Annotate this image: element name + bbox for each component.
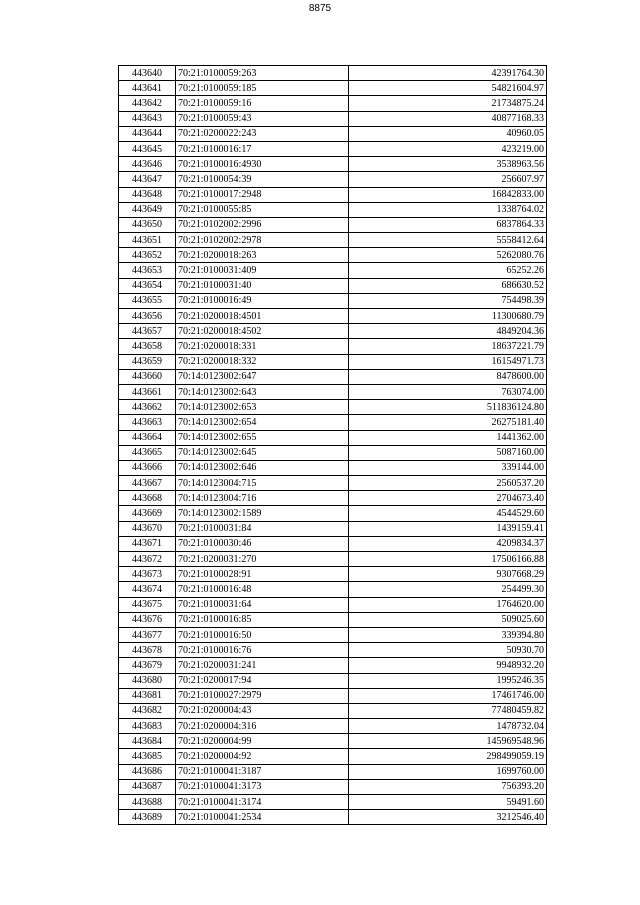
row-number: 443673 <box>119 567 176 582</box>
table-row <box>119 369 547 384</box>
cadastral-value: 8478600.00 <box>349 369 547 384</box>
cadastral-value: 339394.80 <box>349 627 547 642</box>
cadastral-value: 4544529.60 <box>349 506 547 521</box>
table-row <box>119 400 547 415</box>
row-number: 443657 <box>119 324 176 339</box>
table-row <box>119 734 547 749</box>
table-row <box>119 384 547 399</box>
cadastral-number: 70:21:0200018:331 <box>176 339 349 354</box>
cadastral-value: 9307668.29 <box>349 567 547 582</box>
table-row <box>119 719 547 734</box>
row-number: 443677 <box>119 627 176 642</box>
cadastral-value: 40960.05 <box>349 126 547 141</box>
table-row <box>119 749 547 764</box>
cadastral-value: 145969548.96 <box>349 734 547 749</box>
table-row <box>119 339 547 354</box>
cadastral-value: 1699760.00 <box>349 764 547 779</box>
cadastral-value: 40877168.33 <box>349 111 547 126</box>
cadastral-value: 1995246.35 <box>349 673 547 688</box>
row-number: 443676 <box>119 612 176 627</box>
cadastral-number: 70:21:0100016:50 <box>176 627 349 642</box>
cadastral-value: 21734875.24 <box>349 96 547 111</box>
cadastral-number: 70:14:0123002:643 <box>176 384 349 399</box>
table-row <box>119 779 547 794</box>
row-number: 443658 <box>119 339 176 354</box>
table-row <box>119 111 547 126</box>
cadastral-value: 1764620.00 <box>349 597 547 612</box>
table-row <box>119 536 547 551</box>
cadastral-number: 70:21:0100016:76 <box>176 643 349 658</box>
cadastral-number: 70:21:0200004:99 <box>176 734 349 749</box>
table-row <box>119 810 547 825</box>
cadastral-number: 70:14:0123002:1589 <box>176 506 349 521</box>
row-number: 443653 <box>119 263 176 278</box>
cadastral-number: 70:21:0100059:263 <box>176 66 349 81</box>
cadastral-value: 754498.39 <box>349 293 547 308</box>
row-number: 443683 <box>119 719 176 734</box>
cadastral-value: 6837864.33 <box>349 217 547 232</box>
cadastral-value: 339144.00 <box>349 460 547 475</box>
page-number: 8875 <box>308 3 332 14</box>
row-number: 443688 <box>119 795 176 810</box>
cadastral-number: 70:21:0200004:92 <box>176 749 349 764</box>
table-row <box>119 476 547 491</box>
cadastral-number: 70:21:0200018:4501 <box>176 309 349 324</box>
row-number: 443650 <box>119 217 176 232</box>
table-row <box>119 491 547 506</box>
row-number: 443666 <box>119 460 176 475</box>
cadastral-number: 70:14:0123002:653 <box>176 400 349 415</box>
cadastral-number: 70:21:0200031:241 <box>176 658 349 673</box>
row-number: 443654 <box>119 278 176 293</box>
cadastral-value: 11300680.79 <box>349 309 547 324</box>
cadastral-value: 50930.70 <box>349 643 547 658</box>
row-number: 443641 <box>119 81 176 96</box>
row-number: 443647 <box>119 172 176 187</box>
cadastral-value: 4209834.37 <box>349 536 547 551</box>
row-number: 443668 <box>119 491 176 506</box>
table-body <box>119 66 547 825</box>
cadastral-value: 2560537.20 <box>349 476 547 491</box>
cadastral-number: 70:21:0200018:332 <box>176 354 349 369</box>
cadastral-value: 3212546.40 <box>349 810 547 825</box>
row-number: 443664 <box>119 430 176 445</box>
cadastral-value: 756393.20 <box>349 779 547 794</box>
table-row <box>119 567 547 582</box>
cadastral-number: 70:21:0100016:85 <box>176 612 349 627</box>
table-row <box>119 795 547 810</box>
row-number: 443682 <box>119 703 176 718</box>
table-row <box>119 248 547 263</box>
table-row <box>119 309 547 324</box>
table-row <box>119 506 547 521</box>
cadastral-number: 70:21:0100016:49 <box>176 293 349 308</box>
cadastral-number: 70:14:0123004:716 <box>176 491 349 506</box>
cadastral-value: 423219.00 <box>349 141 547 156</box>
row-number: 443640 <box>119 66 176 81</box>
row-number: 443680 <box>119 673 176 688</box>
row-number: 443645 <box>119 141 176 156</box>
table-row <box>119 688 547 703</box>
cadastral-number: 70:21:0200031:270 <box>176 552 349 567</box>
cadastral-number: 70:14:0123002:655 <box>176 430 349 445</box>
row-number: 443648 <box>119 187 176 202</box>
row-number: 443649 <box>119 202 176 217</box>
cadastral-value: 1338764.02 <box>349 202 547 217</box>
cadastral-number: 70:21:0100059:185 <box>176 81 349 96</box>
cadastral-number: 70:21:0100016:17 <box>176 141 349 156</box>
cadastral-value: 686630.52 <box>349 278 547 293</box>
cadastral-value: 256607.97 <box>349 172 547 187</box>
cadastral-number: 70:21:0100028:91 <box>176 567 349 582</box>
table-row <box>119 66 547 81</box>
cadastral-number: 70:21:0100041:3174 <box>176 795 349 810</box>
cadastral-number: 70:14:0123002:647 <box>176 369 349 384</box>
table-row <box>119 278 547 293</box>
cadastral-value: 5558412.64 <box>349 233 547 248</box>
cadastral-number: 70:21:0100031:40 <box>176 278 349 293</box>
table-row <box>119 521 547 536</box>
row-number: 443665 <box>119 445 176 460</box>
cadastral-number: 70:21:0200004:43 <box>176 703 349 718</box>
row-number: 443659 <box>119 354 176 369</box>
table-row <box>119 354 547 369</box>
cadastral-number: 70:14:0123002:654 <box>176 415 349 430</box>
table-row <box>119 202 547 217</box>
table-row <box>119 187 547 202</box>
table-row <box>119 324 547 339</box>
cadastral-number: 70:21:0100041:3173 <box>176 779 349 794</box>
row-number: 443667 <box>119 476 176 491</box>
cadastral-value: 254499.30 <box>349 582 547 597</box>
table-row <box>119 233 547 248</box>
cadastral-value: 18637221.79 <box>349 339 547 354</box>
cadastral-value: 16842833.00 <box>349 187 547 202</box>
row-number: 443687 <box>119 779 176 794</box>
cadastral-value: 9948932.20 <box>349 658 547 673</box>
row-number: 443678 <box>119 643 176 658</box>
cadastral-number: 70:21:0100054:39 <box>176 172 349 187</box>
cadastral-value: 509025.60 <box>349 612 547 627</box>
cadastral-value: 54821604.97 <box>349 81 547 96</box>
cadastral-number: 70:14:0123004:715 <box>176 476 349 491</box>
cadastral-number: 70:21:0100027:2979 <box>176 688 349 703</box>
cadastral-value: 3538963.56 <box>349 157 547 172</box>
table-row <box>119 460 547 475</box>
cadastral-number: 70:14:0123002:646 <box>176 460 349 475</box>
cadastral-number: 70:21:0100016:48 <box>176 582 349 597</box>
table-row <box>119 445 547 460</box>
row-number: 443679 <box>119 658 176 673</box>
row-number: 443669 <box>119 506 176 521</box>
table-row <box>119 293 547 308</box>
cadastral-number: 70:21:0100059:16 <box>176 96 349 111</box>
cadastral-number: 70:21:0200004:316 <box>176 719 349 734</box>
cadastral-value: 17506166.88 <box>349 552 547 567</box>
row-number: 443646 <box>119 157 176 172</box>
cadastral-value: 2704673.40 <box>349 491 547 506</box>
row-number: 443689 <box>119 810 176 825</box>
cadastral-number: 70:21:0102002:2978 <box>176 233 349 248</box>
cadastral-value: 5262080.76 <box>349 248 547 263</box>
cadastral-value: 59491.60 <box>349 795 547 810</box>
cadastral-value: 4849204.36 <box>349 324 547 339</box>
cadastral-number: 70:14:0123002:645 <box>176 445 349 460</box>
cadastral-value: 511836124.80 <box>349 400 547 415</box>
cadastral-number: 70:21:0100031:64 <box>176 597 349 612</box>
cadastral-number: 70:21:0200018:263 <box>176 248 349 263</box>
row-number: 443675 <box>119 597 176 612</box>
row-number: 443662 <box>119 400 176 415</box>
table-row <box>119 582 547 597</box>
row-number: 443652 <box>119 248 176 263</box>
table-row <box>119 172 547 187</box>
cadastral-value: 763074.00 <box>349 384 547 399</box>
table-row <box>119 141 547 156</box>
table-row <box>119 430 547 445</box>
cadastral-number: 70:21:0100055:85 <box>176 202 349 217</box>
row-number: 443674 <box>119 582 176 597</box>
table-row <box>119 764 547 779</box>
cadastral-number: 70:21:0100031:409 <box>176 263 349 278</box>
row-number: 443660 <box>119 369 176 384</box>
table-row <box>119 126 547 141</box>
cadastral-value: 1478732.04 <box>349 719 547 734</box>
cadastral-value: 1439159.41 <box>349 521 547 536</box>
cadastral-number: 70:21:0200017:94 <box>176 673 349 688</box>
row-number: 443686 <box>119 764 176 779</box>
row-number: 443643 <box>119 111 176 126</box>
table-row <box>119 157 547 172</box>
cadastral-number: 70:21:0100041:2534 <box>176 810 349 825</box>
cadastral-value: 16154971.73 <box>349 354 547 369</box>
cadastral-value: 298499059.19 <box>349 749 547 764</box>
table-row <box>119 217 547 232</box>
table-row <box>119 627 547 642</box>
row-number: 443663 <box>119 415 176 430</box>
cadastral-value: 5087160.00 <box>349 445 547 460</box>
table-row <box>119 81 547 96</box>
cadastral-number: 70:21:0100041:3187 <box>176 764 349 779</box>
row-number: 443661 <box>119 384 176 399</box>
row-number: 443670 <box>119 521 176 536</box>
table-row <box>119 552 547 567</box>
table-row <box>119 612 547 627</box>
row-number: 443681 <box>119 688 176 703</box>
table-row <box>119 673 547 688</box>
row-number: 443655 <box>119 293 176 308</box>
row-number: 443642 <box>119 96 176 111</box>
row-number: 443651 <box>119 233 176 248</box>
cadastral-number: 70:21:0200018:4502 <box>176 324 349 339</box>
row-number: 443672 <box>119 552 176 567</box>
row-number: 443644 <box>119 126 176 141</box>
cadastral-value: 26275181.40 <box>349 415 547 430</box>
table-row <box>119 658 547 673</box>
cadastral-number: 70:21:0100030:46 <box>176 536 349 551</box>
row-number: 443685 <box>119 749 176 764</box>
cadastral-number: 70:21:0100016:4930 <box>176 157 349 172</box>
table-row <box>119 415 547 430</box>
row-number: 443656 <box>119 309 176 324</box>
cadastral-value: 65252.26 <box>349 263 547 278</box>
table-row <box>119 643 547 658</box>
cadastral-value-table <box>118 65 547 825</box>
cadastral-value: 17461746.00 <box>349 688 547 703</box>
cadastral-value: 77480459.82 <box>349 703 547 718</box>
cadastral-number: 70:21:0100059:43 <box>176 111 349 126</box>
cadastral-value: 1441362.00 <box>349 430 547 445</box>
row-number: 443684 <box>119 734 176 749</box>
cadastral-number: 70:21:0100017:2948 <box>176 187 349 202</box>
cadastral-value: 42391764.30 <box>349 66 547 81</box>
row-number: 443671 <box>119 536 176 551</box>
table-row <box>119 597 547 612</box>
table-row <box>119 703 547 718</box>
table-row <box>119 96 547 111</box>
cadastral-number: 70:21:0102002:2996 <box>176 217 349 232</box>
cadastral-number: 70:21:0100031:84 <box>176 521 349 536</box>
cadastral-number: 70:21:0200022:243 <box>176 126 349 141</box>
table-row <box>119 263 547 278</box>
